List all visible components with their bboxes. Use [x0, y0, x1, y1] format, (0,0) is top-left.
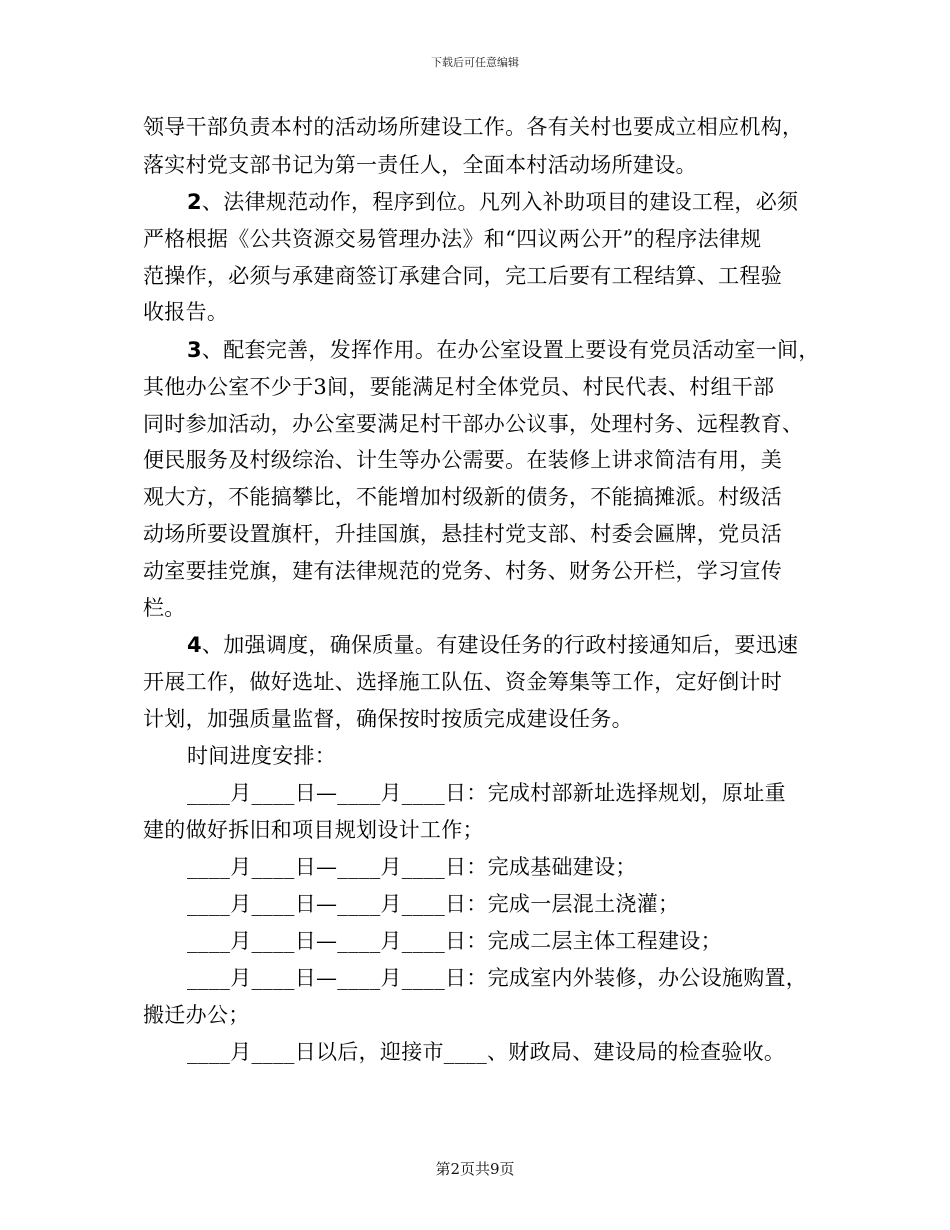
body-text: 、加强调度，确保质量。有建设任务的行政村接通知后，要迅速 [201, 633, 799, 657]
schedule-item: ____月____日以后，迎接市____、财政局、建设局的检查验收。 [187, 1040, 786, 1064]
schedule-item: ____月____日—____月____日：完成二层主体工程建设； [187, 929, 722, 953]
numbered-paragraph-line [187, 335, 820, 365]
body-text: 、法律规范动作，程序到位。凡列入补助项目的建设工程，必须 [201, 190, 799, 214]
body-text-line: 动室要挂党旗，建有法律规范的党务、村务、财务公开栏，学习宣传 [143, 559, 782, 583]
body-text-line: 开展工作，做好选址、选择施工队伍、资金筹集等工作，定好倒计时 [143, 670, 782, 694]
schedule-title: 时间进度安排： [187, 744, 337, 768]
page-number-footer: 第2页共9页 [435, 1160, 515, 1178]
body-text-line: 范操作，必须与承建商签订承建合同，完工后要有工程结算、工程验 [143, 264, 782, 288]
body-text-line: 动场所要设置旗杆，升挂国旗，悬挂村党支部、村委会匾牌，党员活 [143, 522, 782, 546]
body-text-line: 其他办公室不少于3间，要能满足村全体党员、村民代表、村组干部 [143, 375, 775, 399]
numbered-paragraph-line [187, 630, 798, 660]
schedule-item-continued: 建的做好拆旧和项目规划设计工作； [143, 818, 484, 842]
body-text-line: 落实村党支部书记为第一责任人，全面本村活动场所建设。 [143, 153, 697, 177]
paragraph-number: 2 [187, 190, 202, 214]
body-text-line: 领导干部负责本村的活动场所建设工作。各有关村也要成立相应机构， [143, 115, 804, 139]
body-text-line: 同时参加活动，办公室要满足村干部办公议事，处理村务、远程教育、 [143, 412, 804, 436]
body-text: 、配套完善，发挥作用。在办公室设置上要设有党员活动室一间， [201, 338, 820, 362]
numbered-paragraph-line [187, 187, 798, 217]
schedule-item: ____月____日—____月____日：完成村部新址选择规划，原址重 [187, 781, 786, 805]
schedule-item: ____月____日—____月____日：完成基础建设； [187, 855, 637, 879]
body-text-line: 计划，加强质量监督，确保按时按质完成建设任务。 [143, 707, 633, 731]
body-text-line: 收报告。 [143, 300, 229, 324]
body-text-line: 栏。 [143, 596, 186, 620]
page-header: 下载后可任意编辑 [431, 56, 519, 69]
paragraph-number: 3 [187, 338, 202, 362]
schedule-item: ____月____日—____月____日：完成一层混土浇灌； [187, 892, 680, 916]
body-text-line: 观大方，不能搞攀比，不能增加村级新的债务，不能搞摊派。村级活 [143, 485, 782, 509]
body-text-line: 便民服务及村级综治、计生等办公需要。在装修上讲求简洁有用，美 [143, 448, 782, 472]
paragraph-number: 4 [187, 633, 202, 657]
schedule-item-continued: 搬迁办公； [143, 1003, 250, 1027]
body-text-line: 严格根据《公共资源交易管理办法》和“四议两公开”的程序法律规 [143, 227, 762, 251]
schedule-item: ____月____日—____月____日：完成室内外装修，办公设施购置， [187, 966, 808, 990]
